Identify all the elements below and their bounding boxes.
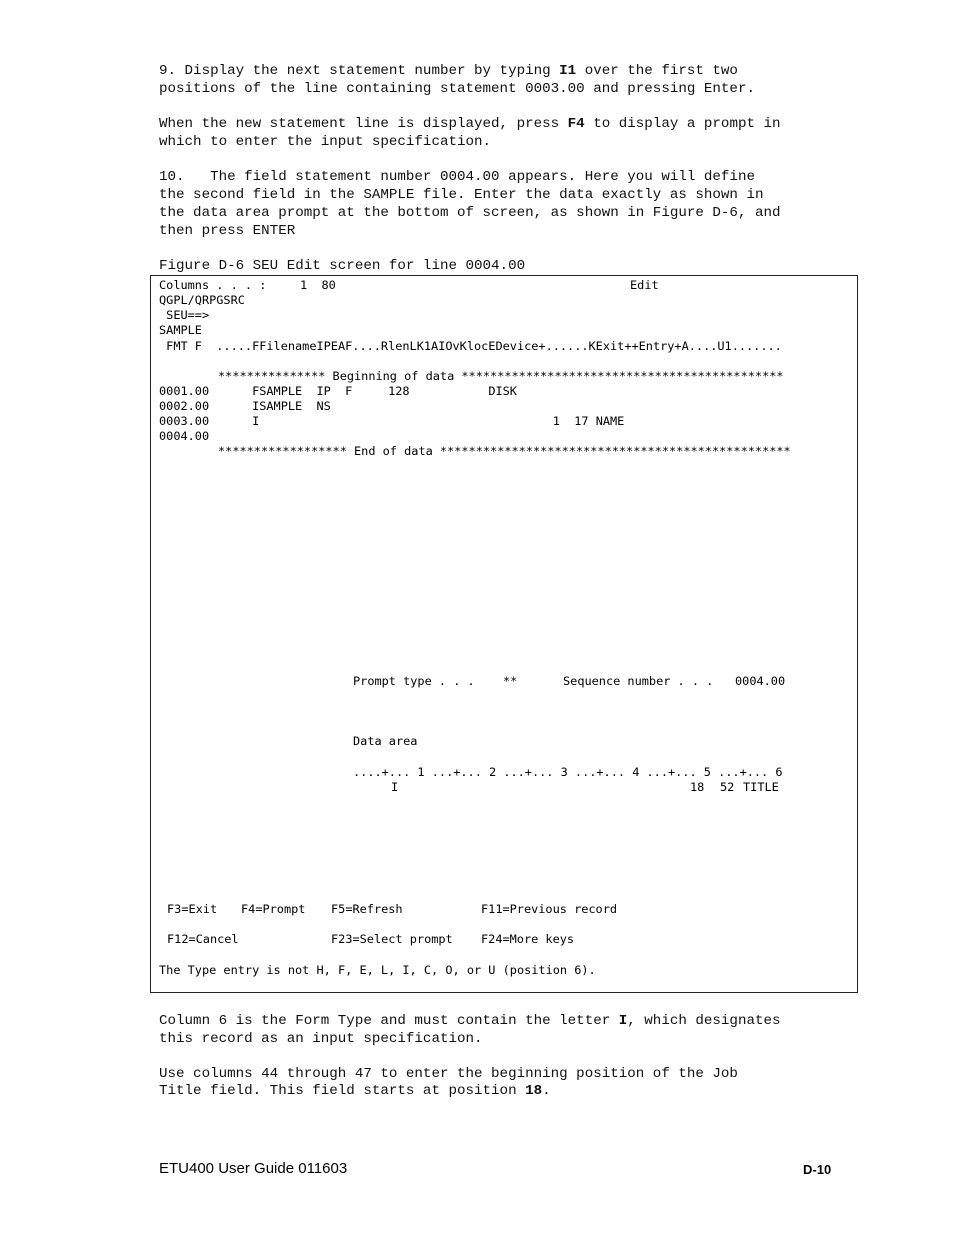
data-area-from-field[interactable]: 18 [690, 780, 705, 794]
column-ruler: ....+... 1 ...+... 2 ...+... 3 ...+... 4 ...+... 5 ...+... 6 [353, 765, 783, 779]
sequence-number: 0003.00 [159, 414, 210, 428]
step-10-line-4: then press ENTER [159, 223, 296, 239]
use-columns-line-2 [159, 1082, 551, 1100]
when-line-1 [159, 115, 781, 133]
member-name: SAMPLE [159, 323, 202, 337]
column-6-line-1 [159, 1012, 781, 1030]
source-text: ISAMPLE NS [209, 399, 331, 413]
step-9-line-2: positions of the line containing statement 0003.00 and pressing Enter. [159, 81, 755, 97]
text: . [542, 1083, 551, 1099]
prompt-type-value: ** [503, 674, 518, 688]
text: When the new statement line is displayed, press [159, 116, 568, 132]
f23-select-prompt-key[interactable]: F23=Select prompt [331, 932, 453, 946]
f4-prompt-key[interactable]: F4=Prompt [241, 902, 306, 916]
f5-refresh-key[interactable]: F5=Refresh [331, 902, 403, 916]
sequence-number-label: Sequence number . . . [563, 674, 714, 688]
source-text: FSAMPLE IP F 128 DISK [209, 384, 517, 398]
bold-key: F4 [567, 116, 585, 132]
format-line: FMT F .....FFilenameIPEAF....RlenLK1AIOvKlocEDevice+......KExit++Entry+A....U1....... [159, 339, 782, 353]
bold-letter: I [618, 1013, 628, 1029]
prompt-type-label: Prompt type . . . [353, 674, 475, 688]
step-9-line-1 [159, 62, 738, 80]
f3-exit-key[interactable]: F3=Exit [167, 902, 218, 916]
sequence-number: 0001.00 [159, 384, 210, 398]
library-name: QGPL/QRPGSRC [159, 293, 245, 307]
data-area-name-field[interactable]: TITLE [743, 780, 779, 794]
bold-number: 18 [525, 1083, 543, 1099]
seu-edit-screen [150, 275, 858, 993]
footer-guide-title: ETU400 User Guide 011603 [159, 1160, 348, 1177]
end-of-data: ****************** End of data ************************************************* [218, 444, 791, 458]
error-message: The Type entry is not H, F, E, L, I, C, O, or U (position 6). [159, 963, 596, 977]
seu-command-line[interactable]: SEU==> [159, 308, 210, 322]
data-area-type-field[interactable]: I [391, 780, 399, 794]
text: Column 6 is the Form Type and must contain the letter [159, 1013, 619, 1029]
columns-value: 1 80 [300, 278, 336, 292]
text: Title field. This field starts at position [159, 1083, 526, 1099]
use-columns-line-1: Use columns 44 through 47 to enter the beginning position of the Job [159, 1066, 738, 1082]
footer-page-number: D-10 [803, 1162, 832, 1177]
data-area-label: Data area [353, 734, 418, 748]
f24-more-keys-key[interactable]: F24=More keys [481, 932, 575, 946]
mode-label: Edit [630, 278, 659, 292]
when-line-2: which to enter the input specification. [159, 134, 492, 150]
sequence-number: 0004.00 [159, 429, 210, 443]
sequence-number-value: 0004.00 [735, 674, 786, 688]
source-row[interactable] [159, 384, 517, 399]
bold-key: I1 [559, 63, 577, 79]
data-area-to-field[interactable]: 52 [720, 780, 735, 794]
source-row[interactable] [159, 399, 331, 414]
step-10-line-3: the data area prompt at the bottom of screen, as shown in Figure D-6, and [159, 205, 781, 221]
columns-label: Columns . . . : [159, 278, 267, 292]
figure-caption: Figure D-6 SEU Edit screen for line 0004.00 [159, 258, 526, 274]
text: over the first two [576, 63, 738, 79]
beginning-of-data: *************** Beginning of data ********************************************* [218, 369, 784, 383]
step-10-line-2: the second field in the SAMPLE file. Enter the data exactly as shown in [159, 187, 764, 203]
source-text: I 1 17 NAME [209, 414, 625, 428]
sequence-number: 0002.00 [159, 399, 210, 413]
f11-previous-record-key[interactable]: F11=Previous record [481, 902, 618, 916]
text: , which designates [627, 1013, 781, 1029]
text: 9. Display the next statement number by typing [159, 63, 560, 79]
f12-cancel-key[interactable]: F12=Cancel [167, 932, 239, 946]
source-row[interactable] [159, 414, 624, 429]
text: to display a prompt in [584, 116, 781, 132]
step-10-line-1: 10. The field statement number 0004.00 appears. Here you will define [159, 169, 755, 185]
column-6-line-2: this record as an input specification. [159, 1031, 483, 1047]
source-row[interactable] [159, 429, 209, 444]
